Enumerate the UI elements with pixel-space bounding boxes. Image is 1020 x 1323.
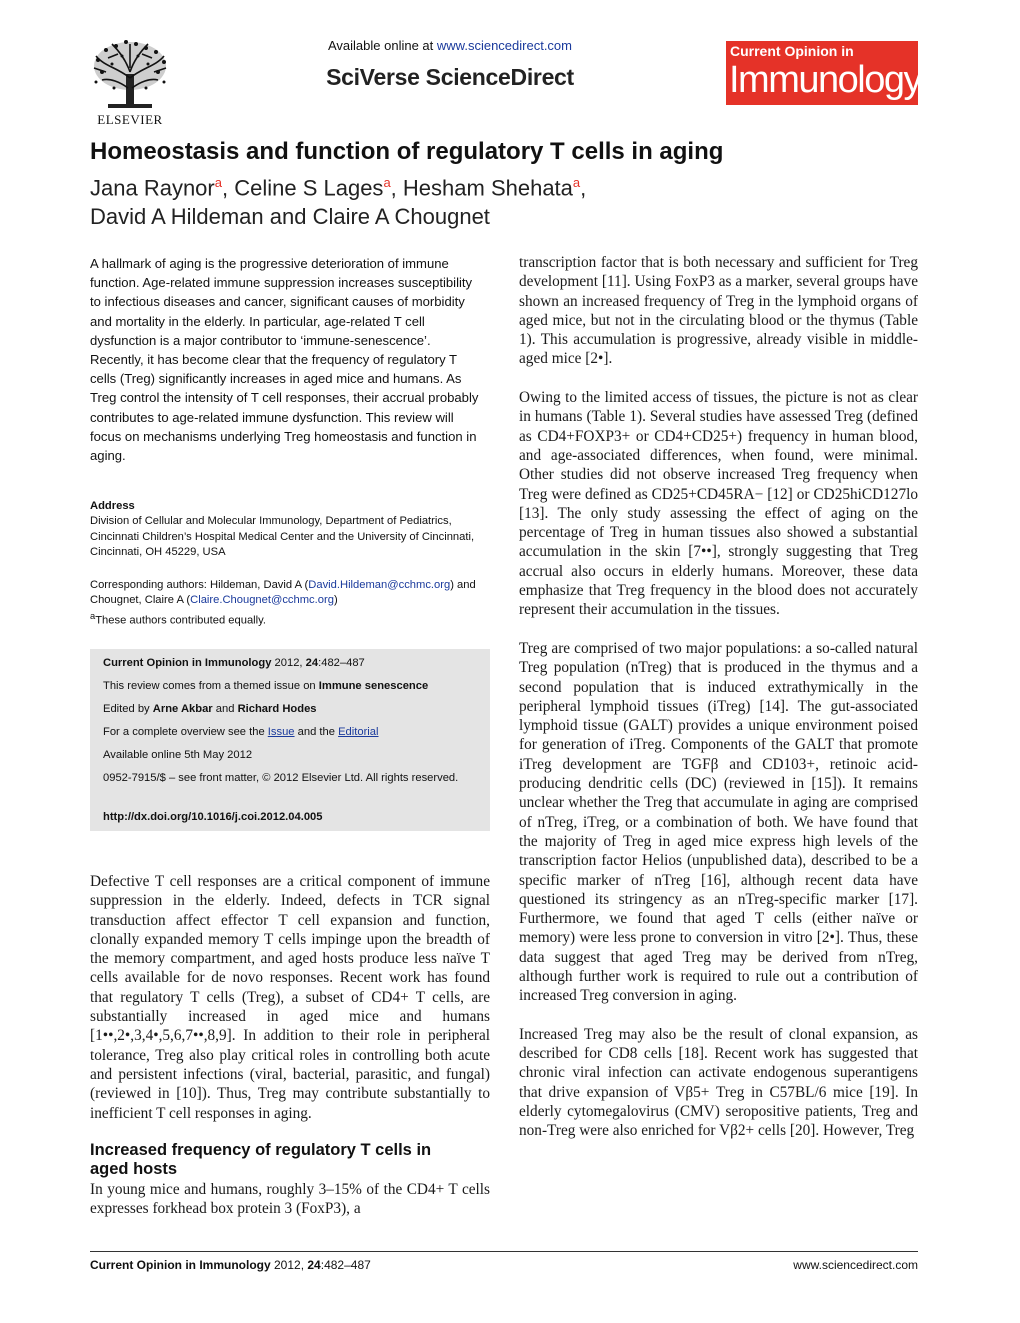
author-affiliation: a (383, 175, 391, 190)
address-heading: Address (90, 500, 135, 512)
footer-divider (90, 1251, 918, 1252)
email-link[interactable]: Claire.Chougnet@cchmc.org (190, 594, 334, 607)
elsevier-tree-icon (88, 38, 172, 112)
publisher-name: ELSEVIER (97, 112, 163, 127)
address-block (90, 499, 490, 561)
body-left-column (90, 872, 490, 1218)
article-title: Homeostasis and function of regulatory T cells in aging (90, 138, 724, 165)
author-affiliation: a (572, 175, 581, 190)
abstract: A hallmark of aging is the progressive deterioration of immune function. Age-related immune suppression increases susceptibility to infectious diseases and cancer, significant causes of morbidity and mortality in the elderly. In particular, age-related T cell dysfunction is a major contributor to ‘immune-senescence’. Recently, it has become clear that the frequency of regulatory T cells (Treg) significantly increases in aged mice and humans. As Treg control the intensity of T cell responses, their accrual probably contributes to age-related immune dysfunction. This review will focus on mechanisms underlying Treg homeostasis and function in aging. (90, 256, 479, 464)
author: Celine S Lages (234, 175, 384, 201)
journal-banner-line1: Current Opinion in (730, 43, 854, 59)
doi-link[interactable]: http://dx.doi.org/10.1016/j.coi.2012.04.005 (103, 811, 323, 823)
body-paragraph: In young mice and humans, roughly 3–15% of the CD4+ T cells expresses forkhead box protein 3 (FoxP3), a (90, 1180, 490, 1218)
footnote-marker: a (90, 610, 96, 621)
article-info-box (90, 649, 490, 831)
author-list (90, 168, 586, 231)
platform-name: SciVerse ScienceDirect (326, 64, 574, 90)
corresponding-authors: Corresponding authors: Hildeman, David A (David.Hildeman@cchmc.org) and Chougnet, Claire A (Claire.Chougnet@cchmc.org) $^a$These authors contributed equally. (90, 579, 476, 627)
info-available: Available online 5th May 2012 (103, 749, 253, 761)
body-paragraph: transcription factor that is both necessary and sufficient for Treg development [11]. Using FoxP3 as a marker, several groups have shown an increased frequency of Treg in the lymphoid organs of aged mice, but not in the circulating blood or the thymus (Table 1). This accumulation is progressive, already visible in middle-aged mice [2•]. (519, 254, 918, 368)
address-text: Division of Cellular and Molecular Immunology, Department of Pediatrics, Cincinnati Children’s Hospital Medical Center and the University of Cincinnati, Cincinnati, OH 45229, USA (90, 515, 475, 559)
footnote-text: These authors contributed equally. (95, 614, 267, 627)
info-citation: Current Opinion in Immunology 2012, 24:482–487 (103, 657, 365, 669)
footer-citation: Current Opinion in Immunology 2012, 24:482–487 (90, 1258, 371, 1272)
editorial-link[interactable]: Editorial (338, 726, 379, 738)
info-overview: For a complete overview see the Issue and the Editorial (103, 726, 379, 738)
sciencedirect-link[interactable]: www.sciencedirect.com (436, 38, 572, 53)
issue-link[interactable]: Issue (267, 726, 295, 738)
copyright-icon: © (262, 772, 271, 784)
body-paragraph: Defective T cell responses are a critical component of immune suppression in the elderly. Indeed, defects in TCR signal transduction affect effector T cell expansion and function, clonally expanded memory T cells impinge upon the breadth of the memory compartment, and aged hosts produce less naïve T cells available for de novo responses. Recent work has found that regulatory T cells (Treg), a subset of CD4+ T cells, are substantially increased in aged mice and humans [1••,2•,3,4•,5,6,7••,8,9]. In addition to their role in peripheral tolerance, Treg also play critical roles in controlling both acute and persistent infections (viral, bacterial, parasitic, and fungal) (reviewed in [10]). Thus, Treg may contribute substantially to inefficient T cell responses in aging. (90, 873, 490, 1122)
author-line-1: Jana Raynor$^a$, Celine S Lages$^a$, Hesham Shehata$^a$, (90, 175, 587, 201)
journal-banner (726, 41, 921, 105)
info-editors: Edited by Arne Akbar and Richard Hodes (103, 703, 317, 715)
info-theme: This review comes from a themed issue on Immune senescence (103, 680, 429, 692)
body-right-column (519, 253, 918, 1141)
elsevier-logo (88, 38, 172, 130)
email-link[interactable]: David.Hildeman@cchmc.org (308, 579, 451, 591)
author-line-2: David A Hildeman and Claire A Chougnet (90, 204, 490, 230)
author: Jana Raynor (90, 175, 215, 201)
footer-url[interactable]: www.sciencedirect.com (793, 1258, 918, 1272)
body-paragraph: Increased Treg may also be the result of clonal expansion, as described for CD8 cells [18]. Recent work has suggested that chronic viral infection can activate endogenous superantigens that drive expansion of Vβ5+ Treg in C57BL/6 mice [19]. In elderly cytomegalovirus (CMV) seropositive patients, Treg and non-Treg were also enriched for Vβ2+ cells [20]. However, Treg (519, 1025, 918, 1140)
author-affiliation: a (214, 175, 222, 190)
author: Hesham Shehata (402, 175, 573, 201)
info-copyright: 0952-7915/$ – see front matter, © 2012 Elsevier Ltd. All rights reserved. (103, 772, 459, 784)
body-paragraph: Owing to the limited access of tissues, the picture is not as clear in humans (Table 1). Several studies have assessed Treg (defined as CD4+FOXP3+ or CD4+CD25+) frequency in human blood, and age-associated differences, when found, were minimal. Other studies did not observe increased Treg frequency when Treg were defined as CD25+CD45RA− [12] or CD25hiCD127lo [13]. The only study assessing the effect of aging on the percentage of Treg in human tissues also showed a substantial accumulation in the skin [7••], strongly suggesting that Treg accrual also occurs in elderly humans. Moreover, these data emphasize that Treg frequency in the blood does not accurately represent their accumulation in the tissues. (519, 389, 918, 619)
available-online: Available online at www.sciencedirect.com (327, 38, 572, 53)
section-heading: Increased frequency of regulatory T cells in aged hosts (90, 1140, 432, 1179)
journal-banner-line2: Immunology (729, 59, 921, 101)
body-paragraph: Treg are comprised of two major populations: a so-called natural Treg population (nTreg) that is produced in the thymus and a second population that is induced extrathymically in the peripheral lymphoid tissues (iTreg) [14]. The gut-associated lymphoid tissue (GALT) provides a unique environment poised for generation of iTreg. Components of the GALT that promote iTreg development are TGFβ and CD103+, retinoic acid-producing dendritic cells (DC) (reviewed in [15]). It remains unclear whether the Treg that accumulate in aging are comprised of nTreg, iTreg, or a combination of both. We have found that the majority of Treg in aged mice express high levels of the transcription factor Helios (unpublished data), described to be a specific marker of nTreg [16], although recent data have questioned its stringency as an nTreg-specific marker [17]. Furthermore, we found that aged T cells (either naïve or memory) were less prone to conversion in vitro [2•]. Thus, these data suggest that aged Treg may be derived from nTreg, although further work is required to rule out a contribution of increased Treg conversion in aging. (519, 639, 918, 1005)
